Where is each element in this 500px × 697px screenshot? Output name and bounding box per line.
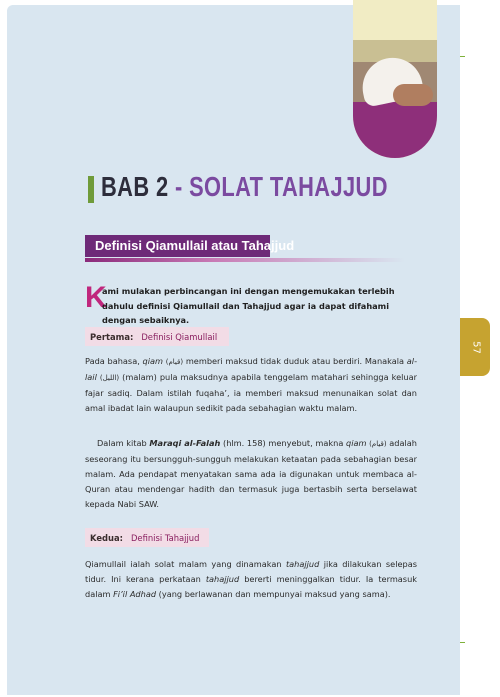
prayer-photo — [353, 0, 437, 158]
subheading-1 — [90, 332, 217, 342]
term-al-lail: al-lail — [85, 356, 418, 382]
arabic-al-lail: (الليل) — [99, 374, 120, 382]
term-tahajjud-2: tahajjud — [205, 574, 240, 584]
term-tahajjud: tahajjud — [285, 559, 320, 569]
section-underline — [85, 258, 405, 262]
subheading-2-title: Definisi Tahajjud — [130, 533, 200, 543]
arabic-qiam-2: (قيام) — [369, 440, 387, 448]
intro-paragraph: ami mulakan perbincangan ini dengan mengemukakan terlebih dahulu definisi Qiamullail dan Tahajjud agar ia dapat difahami dengan sebaiknya. — [102, 286, 395, 325]
term-fiil-adhad: Fi’il Adhad — [113, 589, 157, 599]
term-qiam: qiam — [142, 356, 163, 366]
margin-rule-bottom — [460, 642, 465, 643]
book-title: Maraqi al-Falah — [149, 438, 221, 448]
page-number: 57 — [470, 341, 482, 354]
subheading-1-label: Pertama: — [90, 332, 134, 342]
chapter-label: BAB 2 — [101, 171, 169, 202]
chapter-separator: - — [174, 171, 183, 202]
section-title: Definisi Qiamullail atau Tahajjud — [95, 238, 295, 253]
chapter-title — [101, 171, 388, 203]
subheading-1-title: Definisi Qiamullail — [141, 332, 218, 342]
chapter-topic: SOLAT TAHAJJUD — [189, 171, 388, 202]
dropcap: K — [85, 281, 107, 314]
subheading-2 — [90, 533, 199, 543]
subheading-2-label: Kedua: — [90, 533, 123, 543]
paragraph-2: Dalam kitab Maraqi al-Falah (hlm. 158) menyebut, makna qiam (قيام) adalah seseorang itu bersungguh-sungguh melakukan ketaatan pada sebahagian besar malam. Ada pendapat menyatakan sama ada ia digunakan untuk membaca al-Quran atau mendengar hadith dan termasuk juga bertasbih serta berselawat kepada Nabi SAW. — [85, 438, 417, 509]
chapter-mark — [88, 176, 94, 203]
arabic-qiam: (قيام) — [165, 358, 184, 366]
term-qiam-2: qiam — [346, 438, 367, 448]
paragraph-3: Qiamullail ialah solat malam yang dinamakan tahajjud jika dilakukan selepas tidur. Ini kerana perkataan tahajjud bererti meninggalkan tidur. Ia termasuk dalam Fi’il Adhad (yang berlawanan dan mempunyai maksud yang sama). — [85, 559, 418, 599]
margin-rule-top — [460, 56, 465, 57]
paragraph-1: Pada bahasa, qiam (قيام) memberi maksud tidak duduk atau berdiri. Manakala al-lail (الليل) (malam) pula maksudnya apabila tenggelam matahari sehingga keluar fajar sadiq. Dalam istilah fuqaha’, ia memberi maksud menunaikan solat dan amal ibadat lain walaupun sedikit pada sebahagian waktu malam. — [85, 356, 418, 413]
